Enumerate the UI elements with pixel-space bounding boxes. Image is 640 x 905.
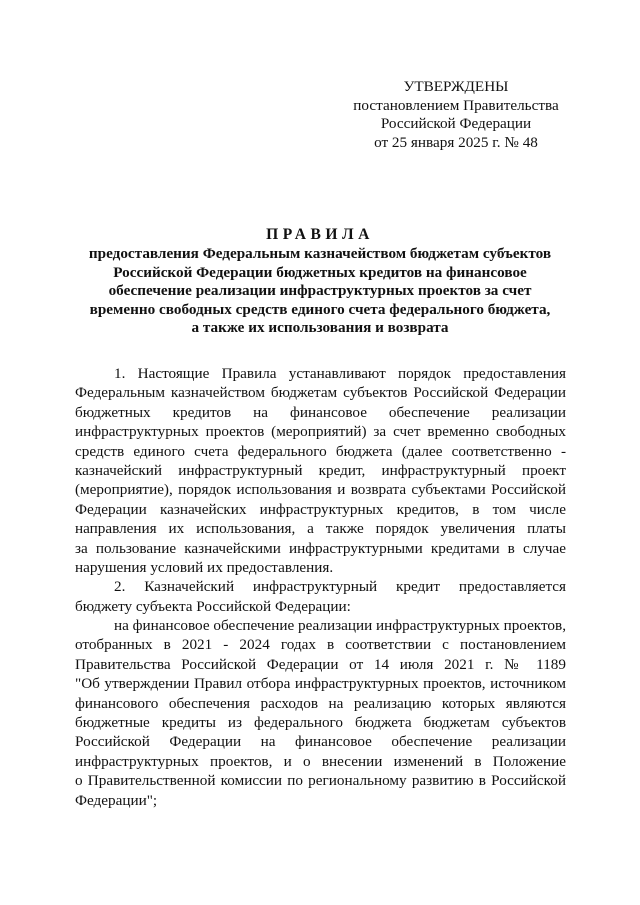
- body-line: 2. Казначейский инфраструктурный кредит предоставляется: [114, 578, 566, 596]
- approval-line: от 25 января 2025 г. № 48: [374, 133, 538, 151]
- body-line: инфраструктурных проектов (мероприятий) за счет временно свободных: [75, 423, 566, 441]
- body-line: бюджетных кредитов на финансовое обеспечение реализации: [75, 403, 566, 421]
- document-title: ПРАВИЛА: [266, 226, 374, 243]
- body-line: за пользование казначейскими инфраструктурными кредитами в случае: [75, 539, 566, 557]
- body-line: (мероприятие), порядок использования и возврата субъектами Российской: [75, 481, 566, 499]
- document-body: [75, 364, 566, 810]
- body-line: Российской Федерации на финансовое обеспечение реализации: [75, 733, 566, 751]
- subtitle-line: предоставления Федеральным казначейством бюджетам субъектов: [88, 245, 552, 262]
- approval-line: постановлением Правительства: [353, 96, 559, 114]
- body-line: казначейский инфраструктурный кредит, инфраструктурный проект: [75, 461, 566, 479]
- approval-stamp: [330, 78, 582, 152]
- approval-line: Российской Федерации: [380, 115, 532, 132]
- body-line: инфраструктурных проектов, и о внесении изменений в Положение: [75, 752, 566, 770]
- body-line: бюджету субъекта Российской Федерации:: [75, 597, 351, 615]
- body-line: бюджетные кредиты из федерального бюджета бюджетам субъектов: [75, 714, 566, 732]
- body-line: финансового обеспечения расходов на реализацию которых являются: [75, 694, 566, 712]
- body-line: 1. Настоящие Правила устанавливают порядок предоставления: [114, 365, 566, 382]
- body-line: Федерации казначейских инфраструктурных кредитов, в том числе: [75, 500, 566, 518]
- body-line: на финансовое обеспечение реализации инфраструктурных проектов,: [114, 617, 566, 635]
- subtitle-line: обеспечение реализации инфраструктурных проектов за счет: [108, 282, 532, 300]
- body-line: средств единого счета федерального бюджета (далее соответственно -: [75, 442, 566, 460]
- body-line: "Об утверждении Правил отбора инфраструктурных проектов, источником: [75, 675, 566, 693]
- body-line: нарушения условий их предоставления.: [75, 558, 334, 576]
- approval-line: УТВЕРЖДЕНЫ: [403, 78, 509, 95]
- subtitle-line: а также их использования и возврата: [191, 319, 449, 337]
- body-line: Федеральным казначейством бюджетам субъектов Российской Федерации: [75, 384, 566, 402]
- document-subtitle: [60, 245, 580, 338]
- subtitle-line: временно свободных средств единого счета федерального бюджета,: [89, 300, 551, 318]
- body-line: Правительства Российской Федерации от 14 июля 2021 г. № 1189: [75, 655, 566, 673]
- body-line: отобранных в 2021 - 2024 годах в соответствии с постановлением: [75, 636, 566, 654]
- body-line: о Правительственной комиссии по региональному развитию в Российской: [75, 772, 566, 790]
- body-line: Федерации";: [75, 791, 158, 809]
- subtitle-line: Российской Федерации бюджетных кредитов на финансовое: [113, 263, 527, 281]
- body-line: направления их использования, а также порядок увеличения платы: [75, 520, 566, 538]
